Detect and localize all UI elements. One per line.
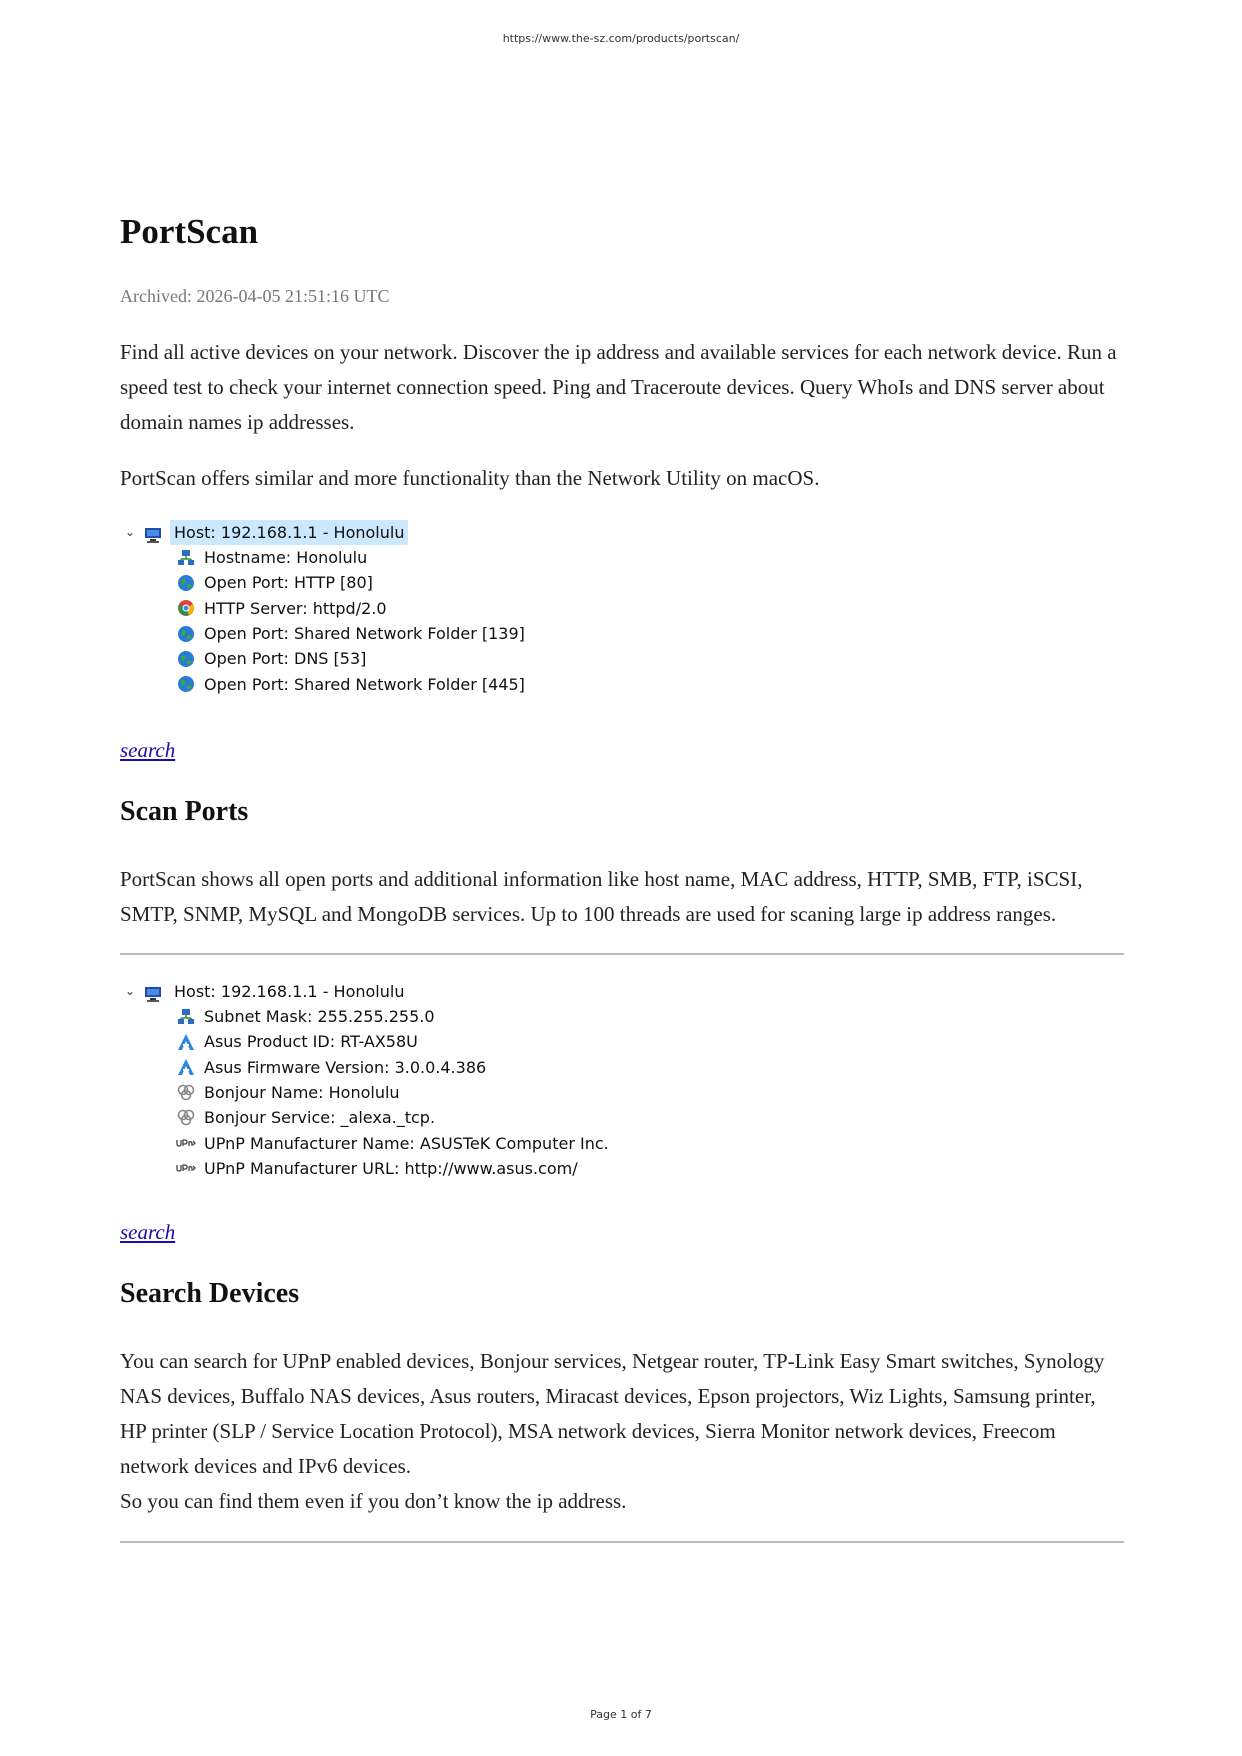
globe-icon	[176, 574, 196, 592]
tree-item[interactable]	[120, 1055, 609, 1080]
tree-host-label: Host: 192.168.1.1 - Honolulu	[174, 982, 405, 1001]
tree-item-label: Asus Product ID: RT-AX58U	[204, 1032, 418, 1052]
intro-paragraph: Find all active devices on your network. Discover the ip address and available services for each network device. Run a speed test to check your internet connection speed. Ping and Traceroute devices. Query WhoIs and DNS server about domain names ip addresses.	[120, 340, 1117, 434]
section-heading-search-devices: Search Devices	[120, 1278, 300, 1309]
tree-item-label: Open Port: DNS [53]	[204, 649, 367, 669]
tree-item[interactable]	[120, 671, 525, 696]
chevron-down-icon[interactable]: ⌄	[124, 525, 136, 539]
divider	[120, 1541, 1124, 1543]
computer-icon	[142, 525, 164, 541]
search-devices-note: So you can find them even if you don’t know the ip address.	[120, 1489, 627, 1513]
tree-host-row[interactable]	[120, 520, 525, 545]
network-icon	[176, 1008, 196, 1026]
chevron-down-icon[interactable]: ⌄	[124, 984, 136, 998]
search-devices-text	[120, 1344, 1124, 1519]
scan-ports-paragraph: PortScan shows all open ports and additional information like host name, MAC address, HTTP, SMB, FTP, iSCSI, SMTP, SNMP, MySQL and MongoDB services. Up to 100 threads are used for scaning large ip address ranges.	[120, 867, 1083, 926]
tree-item[interactable]	[120, 646, 525, 671]
bonjour-icon	[176, 1109, 196, 1127]
tree-item-label: UPnP Manufacturer URL: http://www.asus.com/	[204, 1158, 578, 1178]
globe-icon	[176, 650, 196, 668]
bonjour-icon	[176, 1084, 196, 1102]
upnp-icon	[176, 1134, 196, 1152]
computer-icon	[142, 984, 164, 1000]
tree-item-label: Asus Firmware Version: 3.0.0.4.386	[204, 1057, 487, 1077]
tree-item-label: Open Port: Shared Network Folder [139]	[204, 624, 525, 644]
tree-item[interactable]	[120, 1080, 609, 1105]
asus-icon	[176, 1058, 196, 1076]
search-link[interactable]: search	[120, 1220, 176, 1244]
tree-item-label: Open Port: Shared Network Folder [445]	[204, 674, 525, 694]
tree-item[interactable]	[120, 1004, 609, 1029]
tree-item[interactable]	[120, 621, 525, 646]
tree-item[interactable]	[120, 1029, 609, 1054]
page-number: Page 1 of 7	[590, 1708, 652, 1721]
search-link[interactable]: search	[120, 738, 176, 762]
header-url: https://www.the-sz.com/products/portscan/	[502, 32, 740, 45]
tree-item-label: Bonjour Service: _alexa._tcp.	[204, 1108, 436, 1128]
search-devices-paragraph: You can search for UPnP enabled devices, Bonjour services, Netgear router, TP-Link Easy Smart switches, Synology NAS devices, Buffalo NAS devices, Asus routers, Miracast devices, Epson projectors, Wiz Lights, Samsung printer, HP printer (SLP / Service Location Protocol), MSA network devices, Sierra Monitor network devices, Freecom network devices and IPv6 devices.	[120, 1349, 1105, 1478]
tree-item-label: UPnP Manufacturer Name: ASUSTeK Computer Inc.	[204, 1133, 609, 1153]
divider	[120, 953, 1124, 955]
tree-item-label: Bonjour Name: Honolulu	[204, 1083, 400, 1103]
upnp-icon	[176, 1159, 196, 1177]
network-icon	[176, 549, 196, 567]
tree-host-row[interactable]	[120, 979, 609, 1004]
host-tree-screenshot-2	[120, 979, 609, 1181]
tree-item[interactable]	[120, 596, 525, 621]
tree-item-label: Open Port: HTTP [80]	[204, 573, 373, 593]
tree-item[interactable]	[120, 1130, 609, 1155]
page-title: PortScan	[120, 212, 259, 251]
tree-item-label: Subnet Mask: 255.255.255.0	[204, 1007, 435, 1027]
section-heading-scan-ports: Scan Ports	[120, 796, 249, 827]
tree-item-label: HTTP Server: httpd/2.0	[204, 598, 387, 618]
tree-item[interactable]	[120, 545, 525, 570]
tree-item[interactable]	[120, 1105, 609, 1130]
host-tree-screenshot-1	[120, 520, 525, 697]
browser-icon	[176, 599, 196, 617]
tree-item[interactable]	[120, 570, 525, 595]
asus-icon	[176, 1033, 196, 1051]
tree-item-label: Hostname: Honolulu	[204, 548, 368, 568]
comparison-paragraph: PortScan offers similar and more functionality than the Network Utility on macOS.	[120, 466, 820, 490]
archived-date: Archived: 2026-04-05 21:51:16 UTC	[120, 286, 390, 306]
globe-icon	[176, 625, 196, 643]
tree-host-label: Host: 192.168.1.1 - Honolulu	[170, 520, 408, 545]
tree-item[interactable]	[120, 1156, 609, 1181]
globe-icon	[176, 675, 196, 693]
